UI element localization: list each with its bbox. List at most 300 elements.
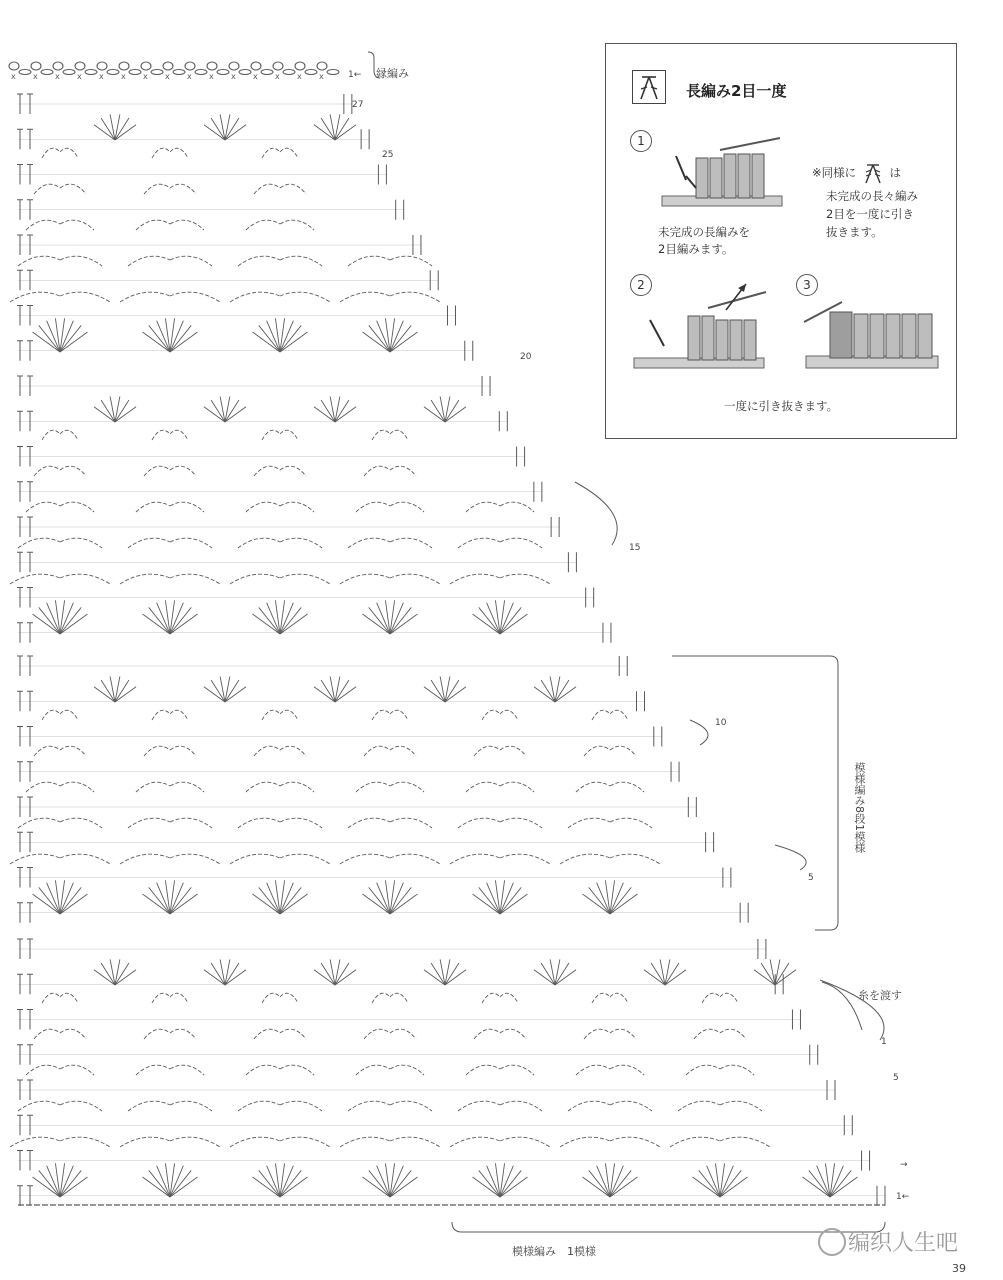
chain-arc [60,256,102,266]
step-2-illustration [630,280,770,374]
chain-arc [584,1029,610,1039]
edging-sc-mark: x [275,72,280,81]
chain-arc [576,1065,610,1075]
fan-stitch [424,970,445,985]
chain-arc [340,574,390,584]
chain-arc [170,782,204,792]
edging-picot [185,62,195,70]
edging-picot [31,62,41,70]
chain-arc [610,710,628,720]
fan-stitch [225,970,246,985]
chain-arc [170,818,212,828]
chain-arc [280,430,298,440]
chain-arc [60,574,110,584]
step-1-number: 1 [630,130,652,152]
edging-sc-mark: x [297,72,302,81]
chain-arc [576,782,610,792]
chain-arc [10,574,60,584]
chain-arc [280,746,306,756]
chain-arc [458,818,500,828]
chain-arc [60,746,86,756]
chain-arc [390,502,424,512]
chain-arc [120,1137,170,1147]
chain-arc [170,574,220,584]
chain-arc [60,993,78,1003]
edging-sc-mark: x [209,72,214,81]
chain-arc [466,782,500,792]
chain-arc [466,1065,500,1075]
chain-arc [364,1029,390,1039]
chain-arc [254,466,280,476]
chain-arc [584,746,610,756]
chain-arc [280,1101,322,1111]
bottom-repeat-bracket [452,1222,885,1232]
chain-arc [560,1137,610,1147]
dc2tog-symbol [632,70,666,104]
fan-stitch [534,970,555,985]
chain-arc [280,184,306,194]
fan-stitch [644,970,665,985]
chain-arc [610,1101,652,1111]
chain-arc [390,993,408,1003]
fan-stitch [225,687,246,702]
turning-arc [690,720,708,745]
chain-arc [170,292,220,302]
edging-sc-mark: x [77,72,82,81]
chain-arc [170,710,188,720]
chain-arc [356,1065,390,1075]
chain-arc [246,502,280,512]
fan-stitch [314,125,335,140]
chain-arc [500,993,518,1003]
chain-arc [280,502,314,512]
chain-arc [390,1101,432,1111]
chain-arc [254,1029,280,1039]
page-number: 39 [952,1262,966,1275]
edging-picot [273,62,283,70]
edging-label: 縁編み [376,67,409,80]
chain-arc [128,818,170,828]
chain-arc [238,256,280,266]
chain-arc [390,574,440,584]
chain-arc [280,256,322,266]
chain-arc [152,710,170,720]
chain-arc [280,710,298,720]
pattern-repeat-rows-label: 模様編み8段1模様 [853,762,866,853]
chain-arc [280,220,314,230]
edging-picot [75,62,85,70]
row-number-5-lower: 5 [893,1073,899,1083]
step-3-number: 3 [796,274,818,296]
chain-arc [170,466,196,476]
fan-stitch [115,407,136,422]
chain-arc [372,710,390,720]
chain-arc [390,746,416,756]
chain-arc [136,220,170,230]
row-number-25: 25 [382,150,394,160]
row-number-10: 10 [715,718,727,728]
step-1-text-line2: 2目編みます。 [658,242,734,256]
technique-box [605,43,957,439]
edging-sc-mark: x [33,72,38,81]
edging-picot [295,62,305,70]
chain-arc [390,256,432,266]
note-line3: 2目を一度に引き [826,207,914,221]
chain-arc [364,746,390,756]
chain-arc [610,1137,660,1147]
chain-arc [458,1101,500,1111]
row-number-15: 15 [629,543,641,553]
chain-arc [280,292,330,302]
edging-sc-mark: x [187,72,192,81]
chain-arc [372,430,390,440]
fan-stitch [445,407,466,422]
chain-arc [254,184,280,194]
chain-arc [60,538,102,548]
chain-arc [678,1101,720,1111]
edging-sc-mark: x [121,72,126,81]
chain-arc [500,854,550,864]
chain-arc [390,1065,424,1075]
chain-arc [280,574,330,584]
chain-arc [390,466,416,476]
dc2tog-icon [633,71,665,103]
edging-sc-mark: x [11,72,16,81]
chain-arc [144,184,170,194]
chain-arc [42,993,60,1003]
edging-chain [217,70,229,75]
chain-arc [262,993,280,1003]
chain-arc [10,292,60,302]
chain-arc [482,993,500,1003]
edging-sc-mark: x [319,72,324,81]
chain-arc [238,538,280,548]
chain-arc [60,292,110,302]
chain-arc [372,993,390,1003]
chain-arc [364,466,390,476]
chain-arc [170,1065,204,1075]
row-arrow-top: 1← [348,70,362,80]
fan-stitch [445,970,466,985]
chain-arc [60,710,78,720]
fan-stitch [94,970,115,985]
chain-arc [60,782,94,792]
pattern-repeat-bottom-label: 模様編み 1模様 [512,1245,596,1258]
chain-arc [610,854,660,864]
fan-stitch [424,687,445,702]
chain-arc [120,574,170,584]
chain-arc [254,746,280,756]
edging-chain [305,70,317,75]
turning-arc [575,482,617,545]
chain-arc [610,818,652,828]
fan-stitch [314,970,335,985]
edging-picot [141,62,151,70]
chain-arc [720,1101,762,1111]
chain-arc [238,1101,280,1111]
chain-arc [500,538,542,548]
chain-arc [500,746,526,756]
chain-arc [500,782,534,792]
chain-arc [474,746,500,756]
edging-sc-mark: x [253,72,258,81]
chain-arc [26,220,60,230]
chain-arc [280,466,306,476]
chain-arc [170,184,196,194]
note-line1: ※同様に は [812,162,901,184]
chain-arc [34,184,60,194]
chain-arc [60,466,86,476]
chain-arc [18,256,60,266]
fan-stitch [225,407,246,422]
tr2tog-icon [860,162,886,184]
edging-sc-mark: x [55,72,60,81]
fan-stitch [94,125,115,140]
chain-arc [246,220,280,230]
pass-yarn-label: 糸を渡す [858,989,902,1002]
chain-arc [686,1065,720,1075]
fan-stitch [754,970,775,985]
chain-arc [450,1137,500,1147]
chain-arc [560,854,610,864]
chain-arc [34,746,60,756]
chain-arc [60,818,102,828]
chain-arc [340,292,390,302]
chain-arc [356,782,390,792]
chain-arc [568,818,610,828]
edging-sc-mark: x [165,72,170,81]
edging-chain [261,70,273,75]
chain-arc [390,854,440,864]
chain-arc [450,854,500,864]
chain-arc [128,1101,170,1111]
step-2-number: 2 [630,274,652,296]
fan-stitch [314,687,335,702]
chain-arc [280,1065,314,1075]
edging-picot [119,62,129,70]
chain-arc [18,538,60,548]
edging-picot [229,62,239,70]
chain-arc [60,184,86,194]
fan-stitch [335,407,356,422]
fan-stitch [314,407,335,422]
fan-stitch [225,125,246,140]
edging-chain [107,70,119,75]
chain-arc [144,466,170,476]
edging-chain [41,70,53,75]
chain-arc [610,782,644,792]
chain-arc [170,538,212,548]
edging-chain [63,70,75,75]
chain-arc [238,818,280,828]
chain-arc [170,430,188,440]
chain-arc [500,502,534,512]
fan-stitch [115,970,136,985]
row-number-1: 1 [881,1037,887,1047]
repeat-bracket [672,656,838,930]
fan-stitch [115,125,136,140]
chain-arc [152,430,170,440]
step-1-text-line1: 未完成の長編みを [658,225,750,239]
chain-arc [500,1029,526,1039]
fan-stitch [534,687,555,702]
chain-arc [348,1101,390,1111]
chain-arc [170,220,204,230]
step-2-3-text: 一度に引き抜きます。 [724,399,839,413]
chain-arc [170,256,212,266]
chain-arc [390,292,440,302]
chain-arc [720,1029,746,1039]
edging-chain [151,70,163,75]
chain-arc [26,782,60,792]
edging-picot [317,62,327,70]
step-3-illustration [802,292,942,376]
edging-chain [19,70,31,75]
chain-arc [500,1137,550,1147]
chain-arc [500,1101,542,1111]
chain-arc [136,782,170,792]
chain-arc [390,1137,440,1147]
chain-arc [170,148,188,158]
chain-arc [60,1029,86,1039]
fan-stitch [555,687,576,702]
chain-arc [60,1101,102,1111]
chain-arc [128,256,170,266]
chain-arc [500,1065,534,1075]
chain-arc [280,782,314,792]
chain-arc [348,538,390,548]
edging-chain [327,70,339,75]
chain-arc [356,502,390,512]
chain-arc [610,1029,636,1039]
fan-stitch [204,407,225,422]
chain-arc [34,1029,60,1039]
edging-chain [85,70,97,75]
fan-stitch [335,687,356,702]
chain-arc [230,1137,280,1147]
chain-arc [670,1137,720,1147]
chain-arc [500,818,542,828]
chain-arc [230,292,280,302]
row-number-5-upper: 5 [808,873,814,883]
chain-arc [136,1065,170,1075]
fan-stitch [335,125,356,140]
chain-arc [500,710,518,720]
chain-arc [170,1101,212,1111]
chain-arc [18,1101,60,1111]
chain-arc [390,710,408,720]
chain-arc [702,993,720,1003]
chain-arc [10,854,60,864]
fan-stitch [665,970,686,985]
chain-arc [390,538,432,548]
fan-stitch [424,407,445,422]
chain-arc [390,782,424,792]
edging-picot [163,62,173,70]
chain-arc [120,854,170,864]
chain-arc [610,746,636,756]
edging-sc-mark: x [143,72,148,81]
turning-arc [775,845,806,870]
chain-arc [170,746,196,756]
chain-arc [60,430,78,440]
chain-arc [18,818,60,828]
chain-arc [34,466,60,476]
step-1-illustration [656,136,786,216]
edging-chain [239,70,251,75]
chain-arc [280,854,330,864]
row-number-27: 27 [352,100,364,110]
edging-chain [173,70,185,75]
direction-arrow-left: 1← [896,1192,910,1202]
wechat-icon [818,1228,846,1256]
watermark-text: 编织人生吧 [848,1231,959,1256]
edging-picot [97,62,107,70]
chain-arc [60,1065,94,1075]
chain-arc [568,1101,610,1111]
fan-stitch [775,970,796,985]
chain-arc [592,993,610,1003]
chain-arc [390,430,408,440]
chain-arc [500,574,550,584]
chain-arc [144,746,170,756]
chain-arc [340,1137,390,1147]
chain-arc [348,256,390,266]
note-line4: 抜きます。 [826,225,883,239]
chain-arc [720,1065,754,1075]
chain-arc [280,148,298,158]
chain-arc [42,148,60,158]
edging-chain [283,70,295,75]
chain-arc [60,220,94,230]
chain-arc [230,854,280,864]
chain-arc [10,1137,60,1147]
fan-stitch [94,687,115,702]
chain-arc [280,818,322,828]
chain-arc [450,574,500,584]
chain-arc [458,538,500,548]
chain-arc [128,538,170,548]
chain-arc [262,430,280,440]
chain-arc [340,854,390,864]
edging-picot [251,62,261,70]
chain-arc [152,148,170,158]
chain-arc [280,993,298,1003]
chain-arc [592,710,610,720]
chain-arc [482,710,500,720]
row-number-20: 20 [520,352,532,362]
chain-arc [120,292,170,302]
chain-arc [390,1029,416,1039]
chain-arc [170,502,204,512]
fan-stitch [335,970,356,985]
fan-stitch [204,970,225,985]
fan-stitch [445,687,466,702]
chain-arc [390,818,432,828]
chain-arc [262,148,280,158]
edging-sc-mark: x [231,72,236,81]
chain-arc [60,148,78,158]
direction-arrow-right: → [900,1160,908,1170]
chain-arc [348,818,390,828]
chain-arc [26,502,60,512]
chain-arc [170,993,188,1003]
chain-arc [720,993,738,1003]
chain-arc [466,502,500,512]
fan-stitch [94,407,115,422]
chain-arc [60,502,94,512]
chain-arc [246,1065,280,1075]
